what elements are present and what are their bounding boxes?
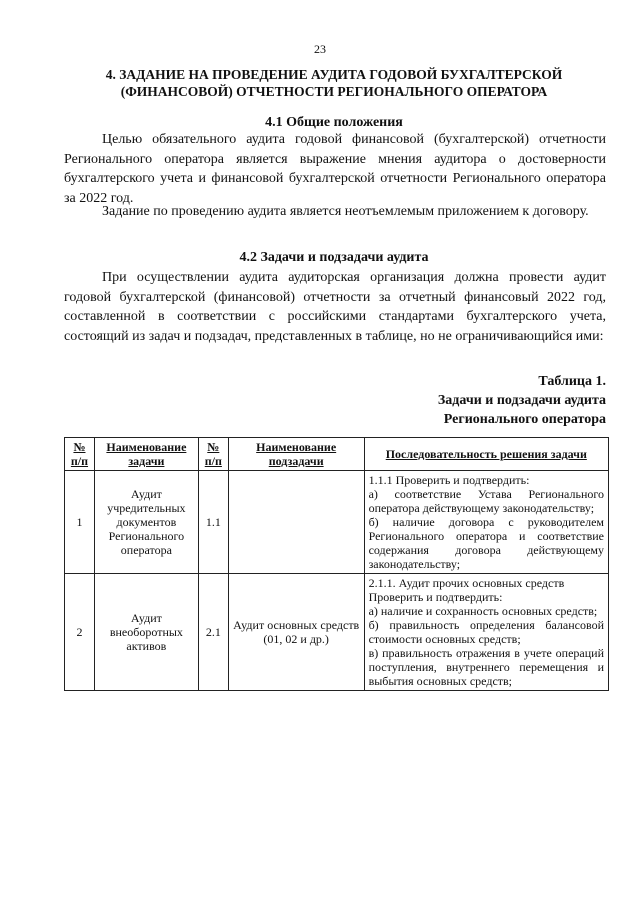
paragraph-appendix: Задание по проведению аудита является неотъемлемым приложением к договору. (102, 204, 589, 219)
sequence-line: 2.1.1. Аудит прочих основных средств (368, 576, 565, 590)
section-title-tasks: 4.2 Задачи и подзадачи аудита (239, 250, 429, 265)
heading-line-2: (ФИНАНСОВОЙ) ОТЧЕТНОСТИ РЕГИОНАЛЬНОГО ОПЕРАТОРА (120, 84, 548, 99)
cell-subnum: 1.1 (198, 471, 228, 574)
cell-task: Аудит внеоборотных активов (94, 574, 198, 691)
sequence-line: в) правильность отражения в учете операций поступления, внутреннего перемещения и выбытия основных средств; (368, 646, 604, 688)
audit-tasks-table (64, 437, 609, 691)
table-caption (438, 372, 606, 429)
cell-sequence (364, 574, 608, 691)
header-subnum: № п/п (198, 438, 228, 471)
table-row (65, 471, 609, 574)
cell-task: Аудит учредительных документов Регионального оператора (94, 471, 198, 574)
cell-subnum: 2.1 (198, 574, 228, 691)
cell-subtask: Аудит основных средств (01, 02 и др.) (228, 574, 364, 691)
cell-num: 2 (65, 574, 95, 691)
header-num: № п/п (65, 438, 95, 471)
sequence-line: а) наличие и сохранность основных средств; (368, 604, 598, 618)
cell-sequence (364, 471, 608, 574)
paragraph-purpose: Целью обязательного аудита годовой финансовой (бухгалтерской) отчетности Регионального оператора является выражение мнения аудитора о достоверности бухгалтерского учета и финансовой бухгалтерской отчетности Регионального оператора за 2022 год. (64, 132, 606, 206)
heading-line-1: 4. ЗАДАНИЕ НА ПРОВЕДЕНИЕ АУДИТА ГОДОВОЙ БУХГАЛТЕРСКОЙ (105, 67, 563, 82)
header-task: Наименование задачи (94, 438, 198, 471)
sequence-line: б) правильность определения балансовой стоимости основных средств; (368, 618, 604, 646)
table-row (65, 574, 609, 691)
page-number: 23 (314, 42, 326, 56)
header-subtask: Наименование подзадачи (228, 438, 364, 471)
section-title-general: 4.1 Общие положения (265, 115, 403, 130)
paragraph-audit-scope: При осуществлении аудита аудиторская организация должна провести аудит годовой бухгалтерской (финансовой) отчетности за отчетный финансовый 2022 год, составленной в соответствии с российскими стандартами бухгалтерского учета, состоящий из задач и подзадач, представленных в таблице, но не ограничивающийся ими: (64, 270, 606, 344)
sequence-line: а) соответствие Устава Регионального оператора действующему законодательству; (368, 487, 604, 515)
sequence-line: Проверить и подтвердить: (368, 590, 503, 604)
cell-num: 1 (65, 471, 95, 574)
sequence-line: 1.1.1 Проверить и подтвердить: (368, 473, 530, 487)
header-sequence: Последовательность решения задачи (364, 438, 608, 471)
document-heading (64, 66, 604, 100)
table-header-row (65, 438, 609, 471)
table-caption-title: Задачи и подзадачи аудита (437, 393, 606, 408)
sequence-line: б) наличие договора с руководителем Регионального оператора и соответствие содержания договора действующему законодательству; (368, 515, 604, 571)
cell-subtask (228, 471, 364, 574)
table-caption-number: Таблица 1. (538, 374, 606, 389)
table-caption-subtitle: Регионального оператора (443, 412, 606, 427)
